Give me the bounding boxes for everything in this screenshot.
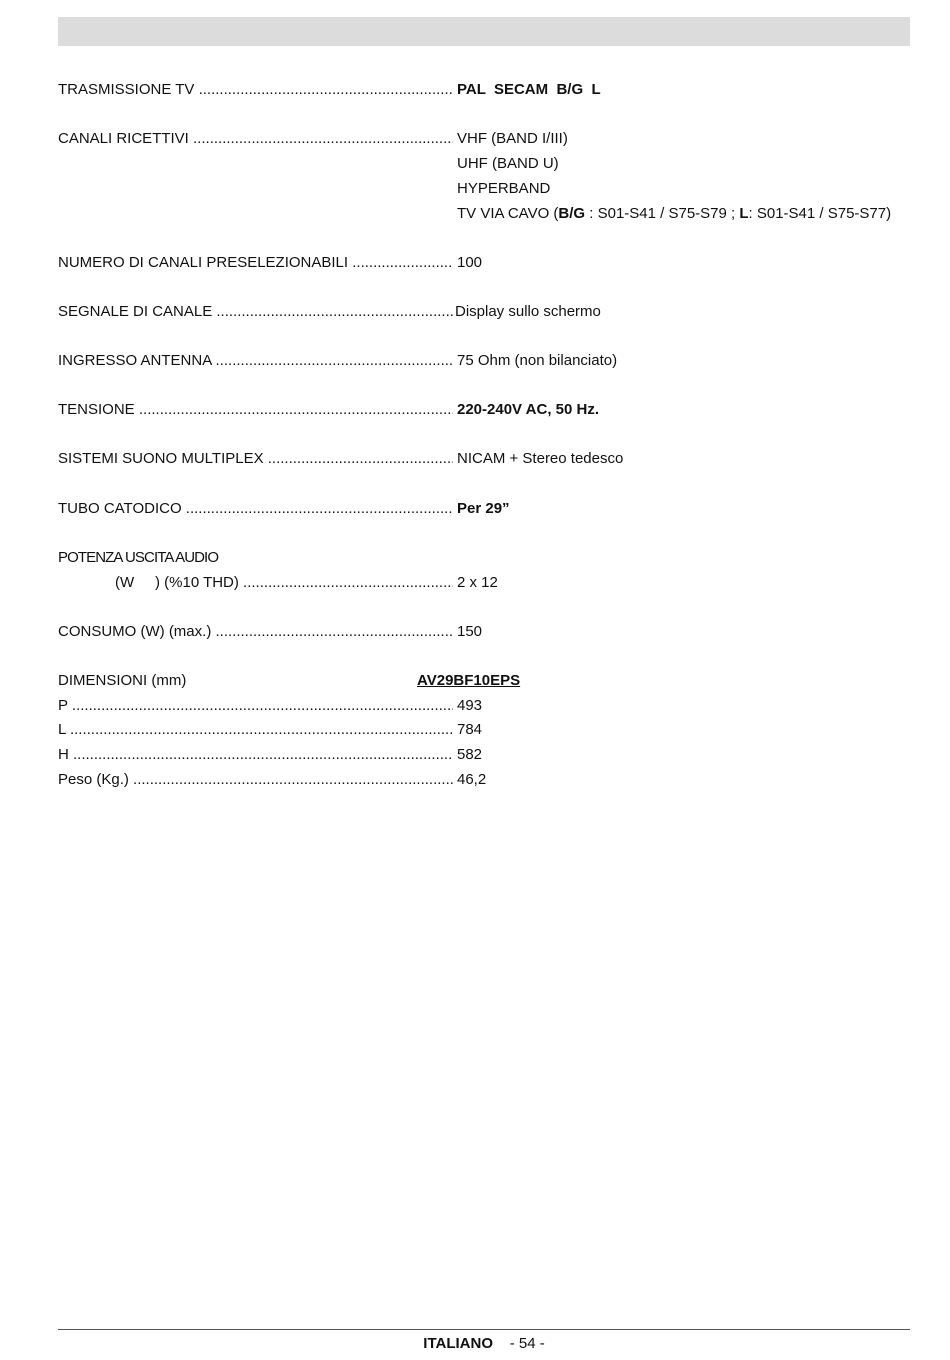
spec-value: HYPERBAND: [457, 180, 551, 197]
spec-value: 220-240V AC, 50 Hz.: [457, 401, 600, 418]
spec-label: SEGNALE DI CANALE .....: [58, 302, 453, 322]
spec-value: 75 Ohm (non bilanciato): [457, 352, 618, 369]
header-bar: [58, 17, 910, 46]
dimension-value: 582: [457, 746, 483, 763]
spec-label: TENSIONE .....: [58, 400, 453, 420]
spec-value: NICAM + Stereo tedesco: [457, 450, 624, 467]
spec-label: POTENZA USCITA AUDIO: [58, 549, 219, 566]
spec-value: 2 x 12: [457, 574, 498, 591]
dimension-value: 493: [457, 697, 483, 714]
cavo-mid: : S01-S41 / S75-S79 ;: [585, 205, 740, 222]
spec-value-cavo: [457, 204, 891, 224]
page-number: - 54 -: [509, 1335, 545, 1352]
spec-label: NUMERO DI CANALI PRESELEZIONABILI .....: [58, 253, 453, 273]
spec-row-potenza: [58, 548, 218, 568]
spec-label: CONSUMO (W) (max.) .....: [58, 622, 453, 642]
spec-value: VHF (BAND I/III): [457, 130, 568, 147]
spec-label: SISTEMI SUONO MULTIPLEX .....: [58, 449, 453, 469]
spec-value: 100: [457, 254, 483, 271]
spec-value: Display sullo schermo: [455, 303, 601, 320]
spec-value: 150: [457, 623, 483, 640]
footer-spacer: [497, 1335, 505, 1352]
dimension-value: 784: [457, 721, 483, 738]
spec-value: UHF (BAND U): [457, 155, 559, 172]
footer-language: ITALIANO: [423, 1335, 493, 1352]
model-name: AV29BF10EPS: [417, 672, 521, 689]
page-footer: [0, 1334, 950, 1354]
dimension-label: P .....: [58, 696, 453, 716]
dimension-label: Peso (Kg.) .....: [58, 770, 453, 790]
spec-label: DIMENSIONI (mm): [58, 672, 187, 689]
cavo-l: L: [739, 205, 749, 222]
dimension-label: H .....: [58, 745, 453, 765]
spec-label: TUBO CATODICO .....: [58, 499, 453, 519]
spec-value: PAL SECAM B/G L: [457, 81, 601, 98]
spec-label: INGRESSO ANTENNA .....: [58, 351, 453, 371]
dimension-value: 46,2: [457, 771, 487, 788]
dimension-label: L .....: [58, 720, 453, 740]
footer-divider: [58, 1329, 910, 1330]
spec-sublabel: (W ) (%10 THD) .....: [115, 573, 453, 593]
cavo-prefix: TV VIA CAVO (: [457, 205, 559, 222]
spec-label: CANALI RICETTIVI .....: [58, 129, 453, 149]
spec-label: TRASMISSIONE TV .....: [58, 80, 453, 100]
cavo-suffix: : S01-S41 / S75-S77): [748, 205, 892, 222]
spec-value: Per 29”: [457, 500, 510, 517]
cavo-bg: B/G: [558, 205, 586, 222]
